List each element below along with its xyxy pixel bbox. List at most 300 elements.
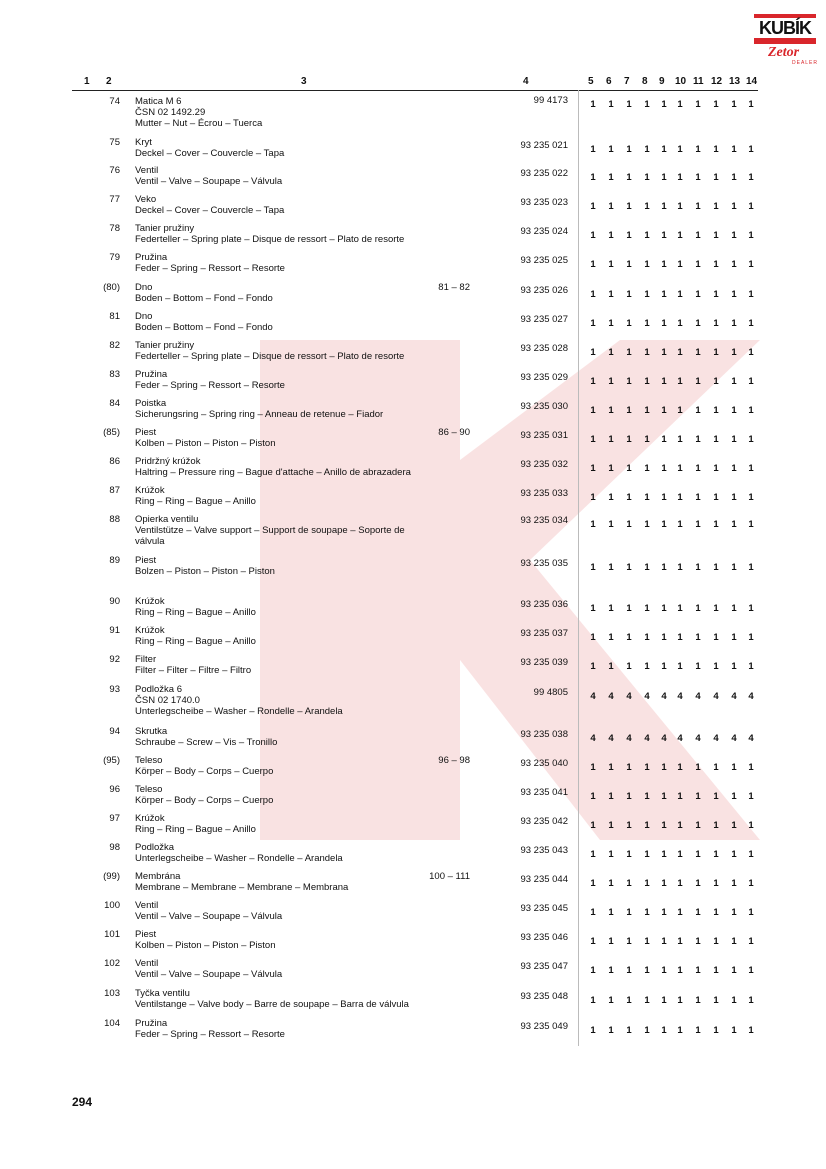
quantity-cell: 1 [748,936,754,947]
quantity-cell: 1 [644,849,650,860]
quantity-cell: 1 [608,318,614,329]
quantity-cell: 1 [590,849,596,860]
quantity-cell: 1 [590,259,596,270]
quantity-cell: 1 [661,434,667,445]
quantity-cell: 1 [677,376,683,387]
quantity-cell: 4 [677,733,683,744]
quantity-cell: 1 [626,562,632,573]
part-number: 93 235 030 [520,401,568,412]
quantity-cell: 1 [713,603,719,614]
quantity-cell: 1 [695,603,701,614]
description-line: Deckel – Cover – Couvercle – Tapa [135,205,285,216]
quantity-cell: 1 [608,965,614,976]
quantity-cell: 1 [731,995,737,1006]
quantity-cell: 1 [644,144,650,155]
quantity-cell: 1 [748,376,754,387]
quantity-cell: 1 [608,661,614,672]
quantity-cell: 1 [608,632,614,643]
part-number: 93 235 041 [520,787,568,798]
quantity-cell: 1 [695,230,701,241]
quantity-cell: 1 [748,318,754,329]
item-description [135,784,475,806]
quantity-cell: 1 [677,519,683,530]
part-number: 93 235 029 [520,372,568,383]
quantity-cell: 1 [644,201,650,212]
description-line: Ventilstütze – Valve support – Support de soupape – Soporte de [135,525,405,536]
part-number: 93 235 042 [520,816,568,827]
quantity-cell: 1 [713,878,719,889]
quantity-cell: 1 [748,405,754,416]
quantity-cell: 1 [661,318,667,329]
quantity-cell: 1 [626,289,632,300]
quantity-cell: 1 [626,632,632,643]
quantity-cell: 1 [748,849,754,860]
quantity-cell: 1 [644,1025,650,1036]
quantity-cell: 1 [608,144,614,155]
quantity-cell: 1 [731,492,737,503]
quantity-cell: 1 [748,878,754,889]
quantity-cell: 1 [677,965,683,976]
quantity-cell: 1 [590,519,596,530]
item-description [135,96,475,129]
quantity-cell: 4 [626,691,632,702]
description-line: Sicherungsring – Spring ring – Anneau de retenue – Fiador [135,409,384,420]
description-line: Tanier pružiny [135,340,195,351]
item-number: 79 [109,252,120,263]
quantity-cell: 1 [644,289,650,300]
item-description [135,726,475,748]
quantity-cell: 1 [677,172,683,183]
part-number: 93 235 046 [520,932,568,943]
quantity-cell: 1 [608,849,614,860]
quantity-cell: 1 [731,99,737,110]
description-line: Teleso [135,755,163,766]
quantity-cell: 1 [590,434,596,445]
quantity-cell: 1 [713,791,719,802]
quantity-cell: 1 [626,791,632,802]
item-number: 96 [109,784,120,795]
quantity-cell: 1 [590,632,596,643]
quantity-cell: 1 [731,376,737,387]
part-number: 93 235 047 [520,961,568,972]
quantity-cell: 1 [644,230,650,241]
quantity-cell: 1 [713,99,719,110]
description-line: Ventilstange – Valve body – Barre de soupape – Barra de válvula [135,999,409,1010]
description-line: Krúžok [135,625,165,636]
quantity-cell: 1 [661,791,667,802]
quantity-cell: 1 [677,762,683,773]
quantity-cell: 1 [626,99,632,110]
description-line: Piest [135,427,157,438]
quantity-cell: 1 [661,172,667,183]
description-line: Schraube – Screw – Vis – Tronillo [135,737,278,748]
quantity-cell: 1 [748,995,754,1006]
quantity-cell: 1 [661,230,667,241]
quantity-cell: 1 [695,562,701,573]
item-number: 77 [109,194,120,205]
quantity-cell: 1 [590,762,596,773]
quantity-cell: 1 [748,661,754,672]
description-line: Ventil [135,958,159,969]
quantity-cell: 1 [695,820,701,831]
quantity-cell: 1 [644,405,650,416]
item-description [135,900,475,922]
quantity-cell: 1 [677,1025,683,1036]
description-line: Membrane – Membrane – Membrane – Membrana [135,882,349,893]
logo-zetor-text: Zetor [768,45,800,60]
quantity-cell: 1 [661,347,667,358]
quantity-cell: 1 [626,318,632,329]
quantity-cell: 1 [590,230,596,241]
quantity-cell: 1 [677,820,683,831]
quantity-cell: 1 [608,492,614,503]
quantity-cell: 1 [590,995,596,1006]
quantity-cell: 1 [644,347,650,358]
quantity-cell: 1 [677,259,683,270]
quantity-cell: 1 [677,144,683,155]
item-number: 97 [109,813,120,824]
item-range-ref: 86 – 90 [438,427,470,438]
quantity-cell: 1 [695,661,701,672]
part-number: 93 235 036 [520,599,568,610]
part-number: 93 235 044 [520,874,568,885]
quantity-cell: 1 [748,99,754,110]
part-number: 93 235 023 [520,197,568,208]
quantity-cell: 1 [695,936,701,947]
quantity-cell: 1 [695,1025,701,1036]
description-line: Feder – Spring – Ressort – Resorte [135,263,285,274]
quantity-cell: 1 [644,318,650,329]
description-line: Ventil – Valve – Soupape – Válvula [135,969,283,980]
item-number: 84 [109,398,120,409]
description-line: Haltring – Pressure ring – Bague d'attache – Anillo de abrazadera [135,467,411,478]
quantity-cell: 1 [661,603,667,614]
quantity-cell: 1 [731,172,737,183]
quantity-cell: 1 [713,405,719,416]
quantity-cell: 1 [695,347,701,358]
quantity-cell: 1 [590,405,596,416]
quantity-cell: 1 [713,995,719,1006]
quantity-cell: 1 [677,289,683,300]
quantity-cell: 4 [695,733,701,744]
quantity-cell: 1 [677,99,683,110]
quantity-cell: 1 [608,405,614,416]
quantity-cell: 1 [677,230,683,241]
quantity-cell: 1 [713,762,719,773]
page-number: 294 [72,1095,93,1109]
quantity-cell: 1 [713,632,719,643]
quantity-cell: 1 [661,144,667,155]
quantity-cell: 4 [590,691,596,702]
part-number: 93 235 021 [520,140,568,151]
quantity-cell: 1 [644,434,650,445]
description-line: Piest [135,929,157,940]
quantity-cell: 1 [608,347,614,358]
quantity-cell: 1 [748,519,754,530]
quantity-cell: 1 [626,820,632,831]
quantity-cell: 1 [626,878,632,889]
item-description [135,625,475,647]
quantity-cell: 1 [695,907,701,918]
description-line: Filter [135,654,157,665]
quantity-cell: 1 [695,965,701,976]
description-line: Ventil – Valve – Soupape – Válvula [135,176,283,187]
item-range-ref: 100 – 111 [429,871,470,882]
item-number: 75 [109,137,120,148]
description-line: Matica M 6 [135,96,182,107]
description-line: Kolben – Piston – Piston – Piston [135,940,276,951]
part-number: 93 235 048 [520,991,568,1002]
quantity-cell: 1 [626,936,632,947]
description-line: Mutter – Nut – Écrou – Tuerca [135,118,263,129]
item-range-ref: 96 – 98 [438,755,470,766]
quantity-cell: 4 [608,733,614,744]
description-line: Skrutka [135,726,168,737]
quantity-cell: 1 [731,463,737,474]
quantity-cell: 1 [731,907,737,918]
quantity-cell: 1 [731,1025,737,1036]
description-line: Ring – Ring – Bague – Anillo [135,824,256,835]
quantity-cell: 4 [644,733,650,744]
part-number: 99 4805 [533,687,568,698]
item-description [135,252,475,274]
quantity-cell: 1 [713,907,719,918]
quantity-cell: 1 [626,463,632,474]
header-qty-10: 10 [675,76,687,87]
quantity-cell: 1 [590,144,596,155]
quantity-cell: 1 [677,632,683,643]
part-number: 93 235 039 [520,657,568,668]
header-qty-12: 12 [711,76,723,87]
quantity-cell: 1 [590,318,596,329]
description-line: Podložka [135,842,175,853]
quantity-cell: 1 [644,172,650,183]
quantity-cell: 4 [661,691,667,702]
description-line: Veko [135,194,157,205]
part-number: 93 235 027 [520,314,568,325]
item-number: 74 [109,96,120,107]
description-line: Ring – Ring – Bague – Anillo [135,607,256,618]
item-number: 83 [109,369,120,380]
quantity-cell: 1 [748,230,754,241]
quantity-cell: 1 [731,405,737,416]
quantity-cell: 4 [748,691,754,702]
quantity-cell: 1 [608,434,614,445]
quantity-cell: 1 [713,259,719,270]
quantity-cell: 1 [748,347,754,358]
item-number: 104 [104,1018,120,1029]
quantity-cell: 4 [731,733,737,744]
quantity-cell: 1 [695,259,701,270]
item-number: 90 [109,596,120,607]
quantity-cell: 1 [677,849,683,860]
quantity-cell: 1 [677,347,683,358]
quantity-cell: 1 [590,791,596,802]
quantity-cell: 1 [644,376,650,387]
quantity-cell: 1 [748,434,754,445]
quantity-cell: 1 [590,347,596,358]
quantity-cell: 4 [748,733,754,744]
quantity-cell: 1 [677,492,683,503]
quantity-cell: 1 [677,318,683,329]
description-line: Kolben – Piston – Piston – Piston [135,438,276,449]
quantity-cell: 1 [731,820,737,831]
quantity-cell: 1 [695,201,701,212]
quantity-cell: 1 [644,492,650,503]
description-line: Boden – Bottom – Fond – Fondo [135,293,273,304]
quantity-cell: 1 [626,434,632,445]
quantity-cell: 1 [748,965,754,976]
header-col-1: 1 [84,76,90,87]
description-line: Boden – Bottom – Fond – Fondo [135,322,273,333]
description-line: Unterlegscheibe – Washer – Rondelle – Arandela [135,706,343,717]
quantity-cell: 1 [590,562,596,573]
quantity-cell: 1 [608,791,614,802]
quantity-cell: 1 [644,99,650,110]
description-line: Kryt [135,137,152,148]
quantity-cell: 1 [731,632,737,643]
logo-dealer-text: DEALER [792,60,819,66]
quantity-cell: 1 [608,907,614,918]
description-line: Deckel – Cover – Couvercle – Tapa [135,148,285,159]
quantity-cell: 1 [713,965,719,976]
description-line: Pridržný krúžok [135,456,201,467]
part-number: 93 235 037 [520,628,568,639]
quantity-cell: 1 [661,820,667,831]
item-number: 98 [109,842,120,853]
column-divider [578,90,579,1046]
quantity-cell: 1 [677,463,683,474]
quantity-cell: 1 [608,820,614,831]
quantity-cell: 1 [661,661,667,672]
item-number: 91 [109,625,120,636]
quantity-cell: 4 [626,733,632,744]
quantity-cell: 1 [590,878,596,889]
item-description [135,223,475,245]
quantity-cell: 1 [677,603,683,614]
quantity-cell: 1 [590,936,596,947]
item-number: 82 [109,340,120,351]
item-description [135,1018,475,1040]
description-line: Tanier pružiny [135,223,195,234]
quantity-cell: 1 [713,936,719,947]
quantity-cell: 1 [661,995,667,1006]
item-description [135,340,475,362]
quantity-cell: 1 [695,492,701,503]
quantity-cell: 1 [713,201,719,212]
description-line: Ventil – Valve – Soupape – Válvula [135,911,283,922]
quantity-cell: 1 [731,347,737,358]
quantity-cell: 1 [695,144,701,155]
quantity-cell: 1 [590,1025,596,1036]
quantity-cell: 1 [626,965,632,976]
part-number: 93 235 033 [520,488,568,499]
quantity-cell: 1 [626,376,632,387]
quantity-cell: 1 [713,463,719,474]
item-description [135,137,475,159]
description-line: Membrána [135,871,181,882]
description-line: Ventil [135,900,159,911]
quantity-cell: 4 [644,691,650,702]
quantity-cell: 1 [713,849,719,860]
item-number: 89 [109,555,120,566]
quantity-cell: 1 [608,230,614,241]
quantity-cell: 1 [661,1025,667,1036]
quantity-cell: 1 [677,562,683,573]
quantity-cell: 1 [713,347,719,358]
item-number: 87 [109,485,120,496]
quantity-cell: 4 [713,733,719,744]
header-rule [72,90,758,91]
quantity-cell: 1 [644,878,650,889]
description-line: Unterlegscheibe – Washer – Rondelle – Arandela [135,853,343,864]
part-number: 93 235 045 [520,903,568,914]
quantity-cell: 1 [713,820,719,831]
item-description [135,988,475,1010]
quantity-cell: 1 [677,936,683,947]
quantity-cell: 1 [695,878,701,889]
item-description [135,596,475,618]
quantity-cell: 1 [644,936,650,947]
quantity-cell: 1 [748,791,754,802]
quantity-cell: 1 [644,603,650,614]
quantity-cell: 1 [626,762,632,773]
item-description [135,398,475,420]
header-qty-6: 6 [606,76,612,87]
quantity-cell: 1 [695,172,701,183]
quantity-cell: 1 [748,144,754,155]
header-qty-14: 14 [746,76,758,87]
quantity-cell: 1 [731,562,737,573]
quantity-cell: 1 [731,230,737,241]
quantity-cell: 1 [713,519,719,530]
quantity-cell: 1 [713,434,719,445]
quantity-cell: 1 [661,405,667,416]
quantity-cell: 1 [644,791,650,802]
quantity-cell: 1 [608,463,614,474]
quantity-cell: 1 [677,907,683,918]
quantity-cell: 1 [695,318,701,329]
description-line: Federteller – Spring plate – Disque de ressort – Plato de resorte [135,351,405,362]
quantity-cell: 1 [713,492,719,503]
description-line: Ring – Ring – Bague – Anillo [135,496,256,507]
quantity-cell: 1 [713,661,719,672]
quantity-cell: 1 [590,201,596,212]
logo-brand-text: KUBÍK [754,18,816,38]
quantity-cell: 4 [695,691,701,702]
quantity-cell: 1 [661,878,667,889]
quantity-cell: 1 [644,562,650,573]
part-number: 93 235 043 [520,845,568,856]
quantity-cell: 1 [590,965,596,976]
quantity-cell: 1 [695,849,701,860]
item-number: 92 [109,654,120,665]
quantity-cell: 1 [608,519,614,530]
item-description [135,929,475,951]
quantity-cell: 1 [748,259,754,270]
item-description [135,842,475,864]
item-range-ref: 81 – 82 [438,282,470,293]
quantity-cell: 1 [748,289,754,300]
header-qty-13: 13 [729,76,741,87]
description-line: ČSN 02 1492.29 [135,107,206,118]
header-qty-7: 7 [624,76,630,87]
item-number: 100 [104,900,120,911]
quantity-cell: 1 [731,144,737,155]
description-line: Bolzen – Piston – Piston – Piston [135,566,275,577]
quantity-cell: 1 [608,603,614,614]
item-description [135,311,475,333]
